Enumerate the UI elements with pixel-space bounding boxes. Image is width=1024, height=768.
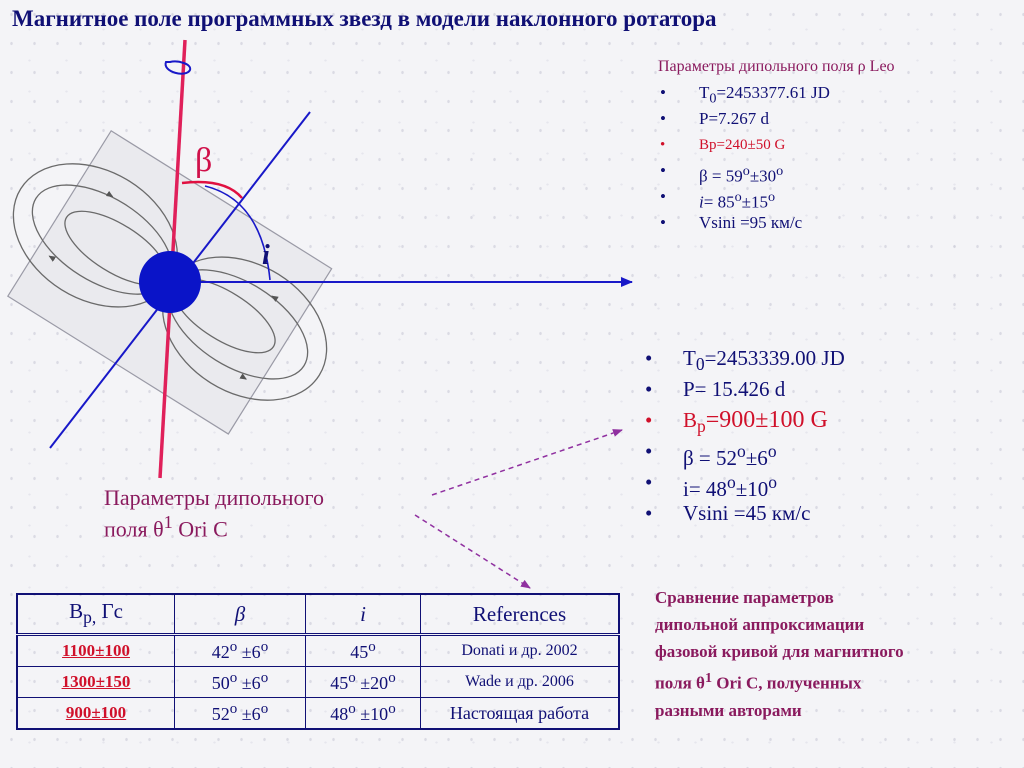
cell-bp: 900±100 (17, 698, 175, 730)
beta-angle-label: β (195, 142, 213, 179)
ori-inclination: • $i= 48^o\pm 10^o$ (645, 467, 845, 498)
cell-reference: Настоящая работа (421, 698, 620, 730)
comparison-caption: Сравнение параметров дипольной аппроксимации фазовой кривой для магнитного поля $\theta^1$ Ori C, полученных разными авторами (655, 588, 904, 720)
cell-i: $48^o \pm 10^o$ (306, 698, 421, 730)
rho-leo-vsini: • Vsini =95 км/с (658, 210, 895, 236)
cell-reference: Wade и др. 2006 (421, 667, 620, 698)
cell-bp: 1100±100 (17, 635, 175, 667)
cell-beta: $52^o \pm 6^o$ (175, 698, 306, 730)
ori-bp: • $B_p=900\pm 100$ G (645, 405, 845, 436)
ori-c-parameters (645, 343, 845, 529)
rho-leo-period: • P=7.267 d (658, 106, 895, 132)
ori-period: • P= 15.426 d (645, 374, 845, 405)
slide-title: Магнитное поле программных звезд в модели наклонного ротатора (12, 6, 717, 31)
rotation-icon (166, 61, 191, 73)
col-header-references: References (421, 594, 620, 635)
col-header-beta: β (175, 594, 306, 635)
table-header-row (17, 594, 619, 635)
star (139, 251, 201, 313)
cell-reference: Donati и др. 2002 (421, 635, 620, 667)
comparison-table (16, 593, 620, 730)
rho-leo-bp: • Bp=240±50 G (658, 132, 895, 158)
cell-i: $45^o \pm 20^o$ (306, 667, 421, 698)
table-row (17, 667, 619, 698)
ori-c-heading: Параметры дипольного поля $\theta^1$ Ori C (104, 485, 324, 542)
rho-leo-inclination: • $i= 85^o\pm 15^o$ (658, 184, 895, 210)
rho-leo-heading: Параметры дипольного поля ρ Leo (658, 58, 895, 75)
table-row (17, 635, 619, 667)
ori-t0: • $T_0=2453339.00$ JD (645, 343, 845, 374)
cell-beta: $50^o \pm 6^o$ (175, 667, 306, 698)
cell-bp: 1300±150 (17, 667, 175, 698)
inclination-angle-label: i (262, 240, 270, 271)
col-header-bp: $B_{p,}$ Гс (17, 594, 175, 635)
rho-leo-t0: • $T_0=2453377.61$ JD (658, 80, 895, 106)
rho-leo-parameters (658, 58, 895, 236)
ori-beta: • $\beta = 52^o\pm 6^o$ (645, 436, 845, 467)
ori-vsini: • Vsini =45 км/с (645, 498, 845, 529)
cell-i: 45$^o$ (306, 635, 421, 667)
cell-beta: $42^o \pm 6^o$ (175, 635, 306, 667)
table-row (17, 698, 619, 730)
col-header-i: i (306, 594, 421, 635)
rho-leo-beta: • $\beta = 59^o\pm 30^o$ (658, 158, 895, 184)
